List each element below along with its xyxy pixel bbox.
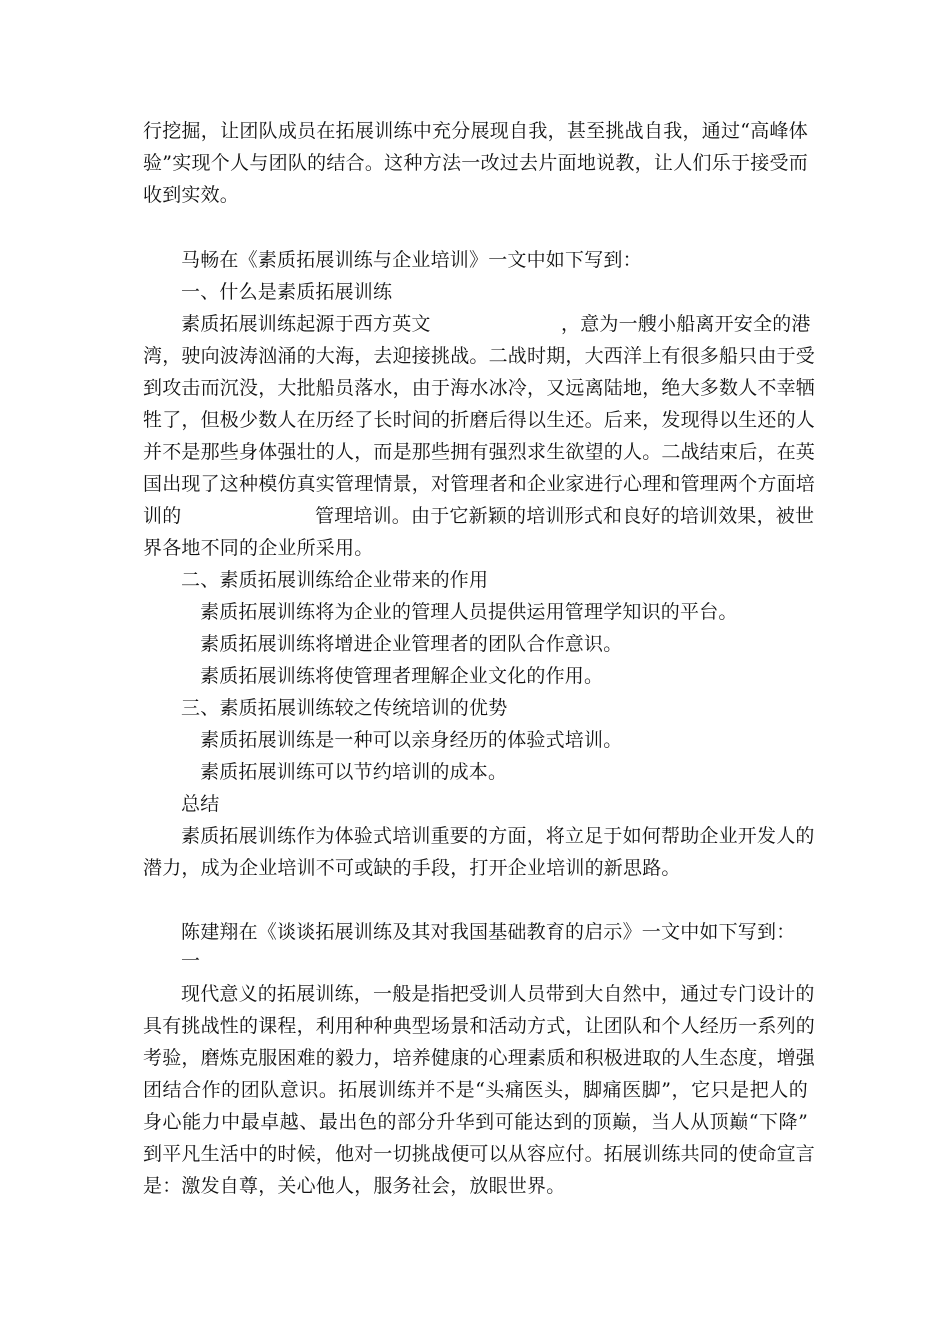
list-item: 素质拓展训练将为企业的管理人员提供运用管理学知识的平台。 xyxy=(200,601,738,623)
paragraph-segment: ，意为一艘小船离开安全的港 xyxy=(561,313,811,335)
list-item: 素质拓展训练是一种可以亲身经历的体验式培训。 xyxy=(200,729,623,751)
paragraph-line: 到平凡生活中的时候，他对一切挑战便可以从容应付。拓展训练共同的使命宣言 xyxy=(143,1143,816,1165)
paragraph-segment: 管理培训。由于它新颖的培训形式和良好的培训效果，被世 xyxy=(315,505,815,527)
section-heading: 总结 xyxy=(181,793,220,815)
paragraph-line: 验”实现个人与团队的结合。这种方法一改过去片面地说教，让人们乐于接受而 xyxy=(143,152,808,174)
paragraph-line: 湾，驶向波涛汹涌的大海，去迎接挑战。二战时期，大西洋上有很多船只由于受 xyxy=(143,345,816,367)
list-item: 素质拓展训练将使管理者理解企业文化的作用。 xyxy=(200,665,604,687)
paragraph-line: 具有挑战性的课程，利用种种典型场景和活动方式，让团队和个人经历一系列的 xyxy=(143,1015,816,1037)
paragraph-line: 行挖掘，让团队成员在拓展训练中充分展现自我，甚至挑战自我，通过“高峰体 xyxy=(143,120,808,142)
section-heading: 三、素质拓展训练较之传统培训的优势 xyxy=(181,697,508,719)
paragraph-line: 素质拓展训练作为体验式培训重要的方面，将立足于如何帮助企业开发人的 xyxy=(181,825,815,847)
paragraph-line: 考验，磨炼克服困难的毅力，培养健康的心理素质和积极进取的人生态度，增强 xyxy=(143,1047,816,1069)
paragraph-line: 现代意义的拓展训练，一般是指把受训人员带到大自然中，通过专门设计的 xyxy=(181,983,815,1005)
paragraph-line: 牲了，但极少数人在历经了长时间的折磨后得以生还。后来，发现得以生还的人 xyxy=(143,409,816,431)
section-heading: 一、什么是素质拓展训练 xyxy=(181,281,393,303)
paragraph-line: 收到实效。 xyxy=(143,184,240,206)
paragraph-line-with-gap xyxy=(143,308,811,340)
paragraph-line: 是：激发自尊，关心他人，服务社会，放眼世界。 xyxy=(143,1175,566,1197)
section-number: 一 xyxy=(181,950,201,972)
paragraph-line: 身心能力中最卓越、最出色的部分升华到可能达到的顶巅，当人从顶巅“下降” xyxy=(143,1111,808,1133)
citation-intro: 马畅在《素质拓展训练与企业培训》一文中如下写到： xyxy=(181,249,642,271)
paragraph-line: 潜力，成为企业培训不可或缺的手段，打开企业培训的新思路。 xyxy=(143,857,681,879)
citation-intro: 陈建翔在《谈谈拓展训练及其对我国基础教育的启示》一文中如下写到： xyxy=(181,921,796,943)
section-heading: 二、素质拓展训练给企业带来的作用 xyxy=(181,569,489,591)
paragraph-segment: 训的 xyxy=(143,505,182,527)
list-item: 素质拓展训练可以节约培训的成本。 xyxy=(200,761,508,783)
paragraph-line-with-gap xyxy=(143,500,815,532)
paragraph-line: 并不是那些身体强壮的人，而是那些拥有强烈求生欲望的人。二战结束后，在英 xyxy=(143,441,816,463)
paragraph-line: 到攻击而沉没，大批船员落水，由于海水冰冷，又远离陆地，绝大多数人不幸牺 xyxy=(143,377,816,399)
list-item: 素质拓展训练将增进企业管理者的团队合作意识。 xyxy=(200,633,623,655)
paragraph-line: 团结合作的团队意识。拓展训练并不是“头痛医头，脚痛医脚”，它只是把人的 xyxy=(143,1079,808,1101)
paragraph-segment: 素质拓展训练起源于西方英文 xyxy=(181,313,431,335)
paragraph-line: 国出现了这种模仿真实管理情景，对管理者和企业家进行心理和管理两个方面培 xyxy=(143,473,816,495)
paragraph-line: 界各地不同的企业所采用。 xyxy=(143,537,374,559)
